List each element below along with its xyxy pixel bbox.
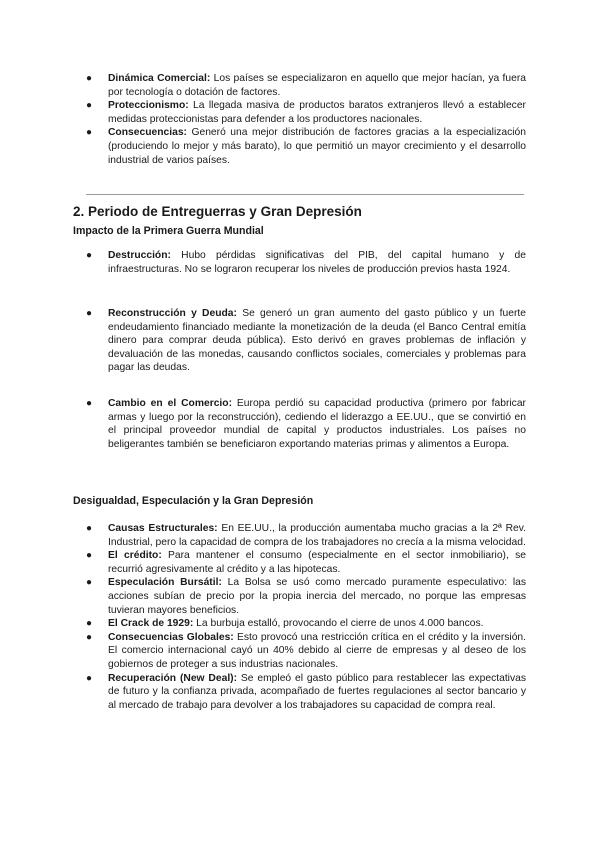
- bullet-icon: ●: [86, 127, 93, 139]
- list-item: [86, 72, 526, 99]
- bullet-text: Hubo pérdidas significativas del PIB, del capital humano y de infraestructuras. No se lograron recuperar los niveles de producción previos hasta 1924.: [108, 250, 526, 275]
- ww1-bullet-list: [86, 249, 526, 276]
- bullet-icon: ●: [86, 550, 93, 562]
- bullet-text: La Bolsa se usó como mercado puramente especulativo: las acciones subían de precio por la propia inercia del mercado, no porque las empresas tuvieran mayores beneficios.: [108, 577, 526, 616]
- bullet-term: Cambio en el Comercio:: [108, 398, 233, 409]
- depression-bullet-list: [86, 522, 526, 712]
- bullet-icon: ●: [86, 308, 93, 319]
- bullet-icon: ●: [86, 73, 93, 84]
- bullet-text: La llegada masiva de productos baratos extranjeros llevó a establecer medidas proteccionistas para defender a los productores nacionales.: [108, 100, 526, 125]
- list-item: [86, 249, 526, 276]
- list-item: [86, 617, 526, 631]
- bullet-icon: ●: [86, 398, 93, 409]
- bullet-icon: ●: [86, 100, 93, 112]
- bullet-text: Esto provocó una restricción crítica en el crédito y la inversión. El comercio internacional cayó un 40% debido al cierre de empresas y al deseo de los gobiernos de proteger a sus industrias nacionales.: [108, 631, 527, 670]
- bullet-term: Proteccionismo:: [108, 100, 189, 112]
- list-item: [86, 126, 526, 167]
- list-item: [86, 397, 526, 451]
- bullet-term: Especulación Bursátil:: [108, 577, 222, 589]
- list-item: [86, 307, 526, 375]
- list-item: [86, 549, 526, 576]
- bullet-term: Destrucción:: [108, 250, 171, 261]
- bullet-icon: ●: [86, 577, 93, 589]
- bullet-text: En EE.UU., la producción aumentaba mucho gracias a la 2ª Rev. Industrial, pero la capacidad de compra de los trabajadores no crecía a la misma velocidad.: [108, 523, 526, 548]
- list-item: [86, 672, 526, 713]
- bullet-text: Generó una mejor distribución de factores gracias a la especialización (produciendo lo mejor y más barato), lo que permitió un mayor crecimiento y el desarrollo industrial de varios países.: [108, 127, 526, 166]
- section-title: 2. Periodo de Entreguerras y Gran Depresión: [73, 204, 362, 219]
- bullet-term: Consecuencias Globales:: [108, 631, 234, 643]
- ww1-bullet-list: [86, 397, 526, 451]
- bullet-term: Consecuencias:: [108, 127, 187, 139]
- horizontal-divider: [86, 194, 524, 195]
- bullet-text: Europa perdió su capacidad productiva (primero por fabricar armas y luego por la reconstrucción), cediendo el liderazgo a EE.UU., que se convirtió en el principal proveedor mundial de capital y productos industriales. Los países no beligerantes también se beneficiaron exportando materias primas y alimentos a Europa.: [108, 398, 526, 450]
- bullet-term: Reconstrucción y Deuda:: [108, 308, 237, 319]
- list-item: [86, 99, 526, 126]
- ww1-bullet-list: [86, 307, 526, 375]
- list-item: [86, 576, 526, 617]
- bullet-term: Recuperación (New Deal):: [108, 672, 238, 684]
- subsection-title-depression: Desigualdad, Especulación y la Gran Depresión: [73, 495, 314, 507]
- bullet-term: El Crack de 1929:: [108, 618, 194, 630]
- bullet-icon: ●: [86, 631, 93, 643]
- list-item: [86, 631, 526, 672]
- bullet-icon: ●: [86, 523, 93, 534]
- bullet-term: Dinámica Comercial:: [108, 73, 211, 84]
- bullet-text: Para mantener el consumo (especialmente en el sector inmobiliario), se recurrió agresivamente al crédito y a las hipotecas.: [108, 550, 526, 575]
- bullet-term: Causas Estructurales:: [108, 523, 218, 534]
- bullet-term: El crédito:: [108, 550, 162, 562]
- bullet-text: Se generó un gran aumento del gasto público y un fuerte endeudamiento financiado mediante la monetización de la deuda (el Banco Central emitía dinero para comprar deuda pública). Esto derivó en graves problemas de inflación y devaluación de las monedas, causando conflictos sociales, comerciales y problemas para pagar las deudas.: [108, 308, 526, 374]
- bullet-icon: ●: [86, 672, 93, 684]
- list-item: [86, 522, 526, 549]
- bullet-text: Los países se especializaron en aquello que mejor hacían, ya fuera por tecnología o dotación de factores.: [108, 73, 526, 98]
- bullet-icon: ●: [86, 250, 93, 261]
- bullet-text: Se empleó el gasto público para restablecer las expectativas de futuro y la confianza privada, acompañado de fuertes regulaciones al sector bancario y al mercado de trabajo para devolver a los trabajadores su capacidad de compra real.: [108, 672, 526, 711]
- bullet-text: La burbuja estalló, provocando el cierre de unos 4.000 bancos.: [193, 618, 484, 630]
- subsection-title-ww1: Impacto de la Primera Guerra Mundial: [73, 225, 264, 237]
- commerce-bullet-list: [86, 72, 526, 167]
- bullet-icon: ●: [86, 618, 93, 630]
